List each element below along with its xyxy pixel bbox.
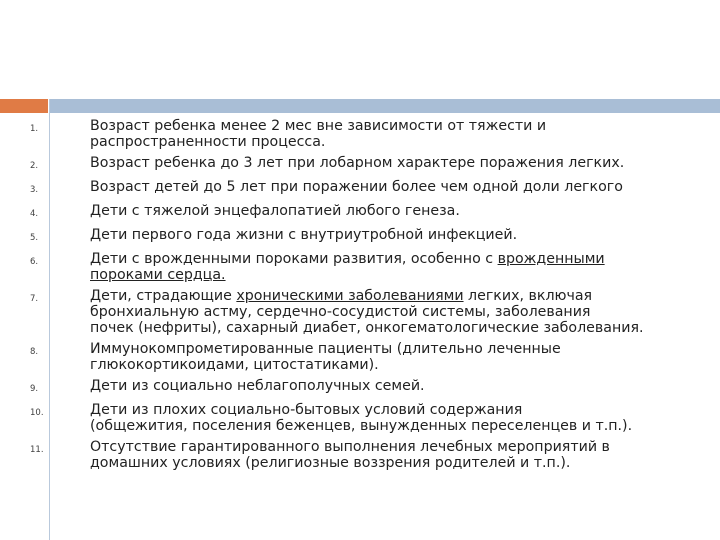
item-text — [90, 251, 690, 283]
item-text: Дети с тяжелой энцефалопатией любого генеза. — [90, 203, 460, 219]
item-number: 1. — [30, 124, 39, 134]
item-text: Дети первого года жизни с внутриутробной инфекцией. — [90, 227, 518, 243]
orange-accent-bar — [0, 99, 48, 113]
item-number: 2. — [30, 161, 39, 171]
item-text: Дети из социально неблагополучных семей. — [90, 378, 425, 394]
chronic-diseases-link[interactable]: хроническими заболеваниями — [236, 288, 464, 304]
list-item — [30, 179, 690, 198]
congenital-heart-defects-link[interactable]: врожденными пороками сердца. — [90, 251, 605, 283]
item-text-before: Дети с врожденными пороками развития, особенно с — [90, 251, 498, 267]
list-item — [30, 203, 690, 222]
item-text — [90, 288, 690, 336]
list-item — [30, 288, 690, 336]
item-number: 10. — [30, 408, 44, 418]
item-text: Отсутствие гарантированного выполнения лечебных мероприятий в домашних условиях (религиозные воззрения родителей и т.п.). — [90, 439, 610, 471]
item-number: 9. — [30, 384, 39, 394]
item-text-before: Дети, страдающие — [90, 288, 237, 304]
list-item — [30, 155, 690, 174]
item-text-after: легких, включая бронхиальную астму, сердечно-сосудистой системы, заболевания почек (нефриты), сахарный диабет, онкогематологические заболевания. — [90, 288, 644, 336]
item-number: 8. — [30, 347, 39, 357]
list-item — [30, 402, 690, 434]
item-text: Возраст ребенка менее 2 мес вне зависимости от тяжести и распространенности процесса. — [90, 118, 547, 150]
list-item — [30, 118, 690, 150]
item-text: Дети из плохих социально-бытовых условий содержания (общежития, поселения беженцев, вынужденных переселенцев и т.п.). — [90, 402, 633, 434]
item-number: 5. — [30, 233, 39, 243]
item-number: 4. — [30, 209, 39, 219]
item-number: 7. — [30, 294, 39, 304]
item-text: Иммунокомпрометированные пациенты (длительно леченные глюкокортикоидами, цитостатиками). — [90, 341, 561, 373]
item-text: Возраст ребенка до 3 лет при лобарном характере поражения легких. — [90, 155, 625, 171]
item-text: Возраст детей до 5 лет при поражении более чем одной доли легкого — [90, 179, 623, 195]
item-number: 3. — [30, 185, 39, 195]
item-number: 6. — [30, 257, 39, 267]
list-item — [30, 378, 690, 397]
item-number: 11. — [30, 445, 44, 455]
list-item — [30, 251, 690, 283]
list-item — [30, 439, 690, 471]
list-item — [30, 341, 690, 373]
numbered-list — [30, 118, 690, 476]
blue-accent-bar — [50, 99, 720, 113]
list-item — [30, 227, 690, 246]
